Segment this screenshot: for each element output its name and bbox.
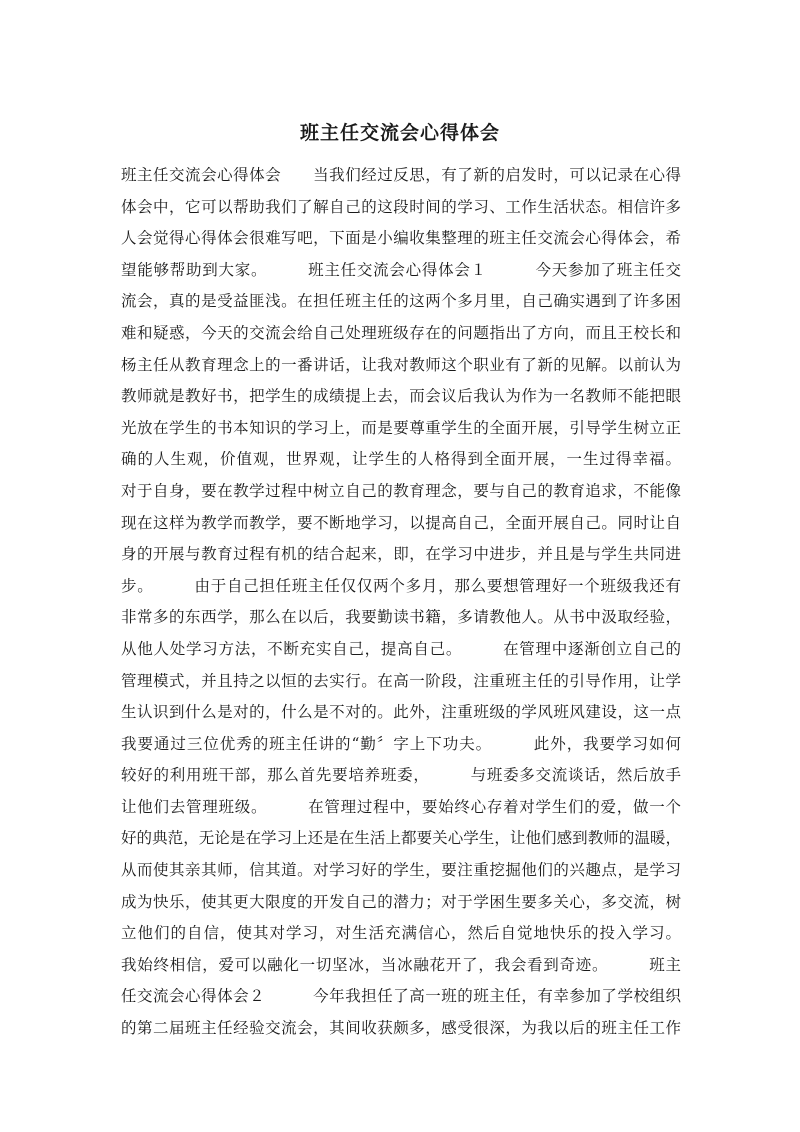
document-title: 班主任交流会心得体会 xyxy=(299,122,500,144)
body-text-line: 流会，真的是受益匪浅。在担任班主任的这两个多月里，自己确实遇到了许多困 xyxy=(121,292,681,311)
document-body xyxy=(121,160,681,1045)
body-text-line: 非常多的东西学，那么在以后，我要勤读书籍，多请教他人。从书中汲取经验， xyxy=(121,608,681,627)
body-text-line: 我要通过三位优秀的班主任讲的“勤〞字上下功夫。 此外，我要学习如何 xyxy=(121,734,681,753)
body-text-line: 从他人处学习方法，不断充实自己，提高自己。 在管理中逐渐创立自己的 xyxy=(121,639,681,658)
body-text-line: 杨主任从教育理念上的一番讲话，让我对教师这个职业有了新的见解。以前认为 xyxy=(121,355,681,374)
body-text-line: 班主任交流会心得体会 当我们经过反思，有了新的启发时，可以记录在心得 xyxy=(121,166,681,184)
body-text-line: 立他们的自信，使其对学习，对生活充满信心，然后自觉地快乐的投入学习。 xyxy=(121,924,681,943)
body-text-line: 人会觉得心得体会很难写吧，下面是小编收集整理的班主任交流会心得体会，希 xyxy=(121,229,681,248)
body-text-line: 光放在学生的书本知识的学习上，而是要尊重学生的全面开展，引导学生树立正 xyxy=(121,418,681,437)
body-text-line: 我始终相信，爱可以融化一切坚冰，当冰融花开了，我会看到奇迹。 班主 xyxy=(121,955,681,974)
body-text-line: 从而使其亲其师，信其道。对学习好的学生，要注重挖掘他们的兴趣点，是学习 xyxy=(121,861,681,880)
body-text-line: 教师就是教好书，把学生的成绩提上去，而会议后我认为作为一名教师不能把眼 xyxy=(121,387,681,406)
body-text-line: 现在这样为教学而教学，要不断地学习，以提高自己，全面开展自己。同时让自 xyxy=(121,513,681,532)
body-text-line: 对于自身，要在教学过程中树立自己的教育理念，要与自己的教育追求，不能像 xyxy=(121,481,681,500)
body-text-line: 难和疑惑，今天的交流会给自己处理班级存在的问题指出了方向，而且王校长和 xyxy=(121,323,681,342)
body-text-line: 任交流会心得体会２ 今年我担任了高一班的班主任，有幸参加了学校组织 xyxy=(121,987,681,1006)
body-text-line: 较好的利用班干部，那么首先要培养班委， 与班委多交流谈话，然后放手 xyxy=(121,766,681,785)
body-text-line: 确的人生观，价值观，世界观，让学生的人格得到全面开展，一生过得幸福。 xyxy=(121,450,681,469)
body-text-line: 的第二届班主任经验交流会，其间收获颇多，感受很深，为我以后的班主任工作 xyxy=(121,1019,681,1038)
body-text-line: 好的典范，无论是在学习上还是在生活上都要关心学生，让他们感到教师的温暖， xyxy=(121,829,681,848)
body-text-line: 身的开展与教育过程有机的结合起来，即，在学习中进步，并且是与学生共同进 xyxy=(121,545,681,564)
body-text-line: 体会中，它可以帮助我们了解自己的这段时间的学习、工作生活状态。相信许多 xyxy=(121,197,681,216)
body-text-line: 管理模式，并且持之以恒的去实行。在高一阶段，注重班主任的引导作用，让学 xyxy=(121,671,681,690)
body-text-line: 成为快乐，使其更大限度的开发自己的潜力；对于学困生要多关心，多交流，树 xyxy=(121,892,681,911)
body-text-line: 步。 由于自己担任班主任仅仅两个多月，那么要想管理好一个班级我还有 xyxy=(121,576,681,595)
body-text-line: 让他们去管理班级。 在管理过程中，要始终心存着对学生们的爱，做一个 xyxy=(121,797,681,816)
body-text-line: 望能够帮助到大家。 班主任交流会心得体会１ 今天参加了班主任交 xyxy=(121,260,681,279)
body-text-line: 生认识到什么是对的，什么是不对的。此外，注重班级的学风班风建设，这一点 xyxy=(121,703,681,722)
